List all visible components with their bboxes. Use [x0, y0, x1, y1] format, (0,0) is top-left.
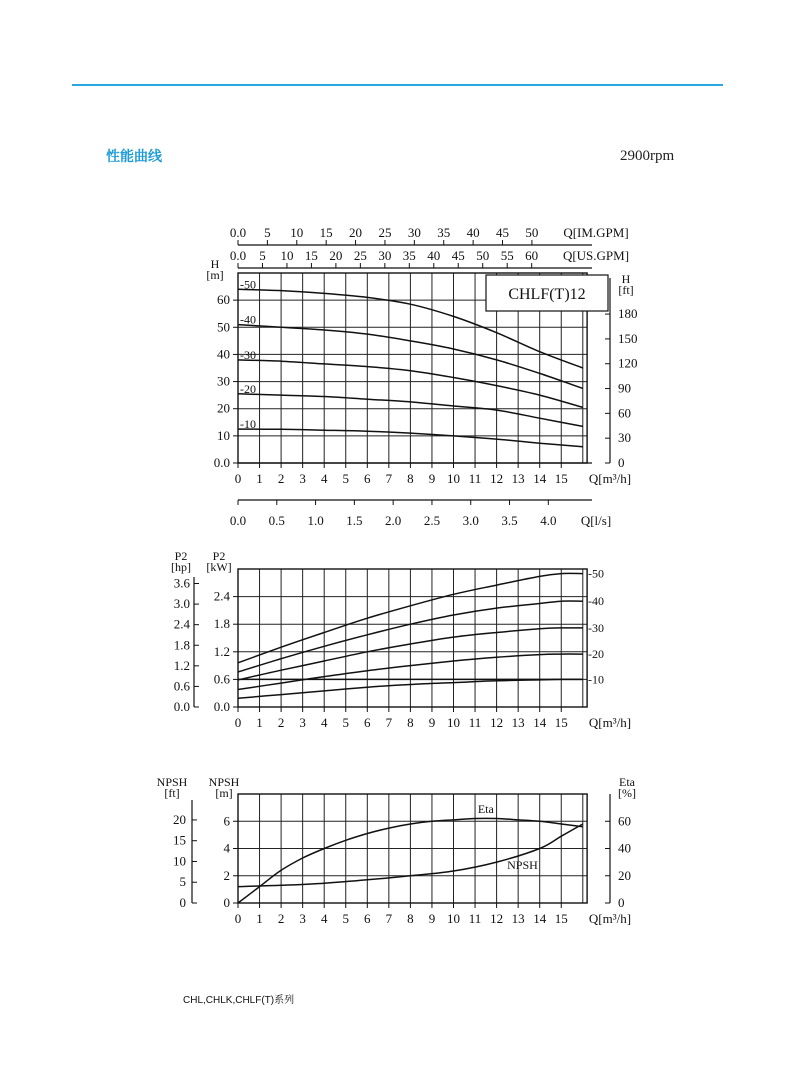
- p-bottom-tick-label: 11: [468, 715, 482, 730]
- h-left-tick-label: 10: [217, 427, 230, 443]
- p-bottom-tick-label: 10: [447, 715, 460, 730]
- h-bottom-tick-label: 4: [320, 471, 328, 486]
- us-gpm-tick-label: 0.0: [229, 248, 247, 263]
- p-kw-tick-label: 1.8: [213, 616, 230, 632]
- n-bottom-tick-label: 6: [364, 911, 371, 926]
- p-curve-label: -20: [588, 647, 604, 662]
- n-m-tick-label: 6: [223, 813, 230, 829]
- us-gpm-tick-label: 20: [329, 248, 343, 263]
- n-ft-tick-label: 5: [179, 874, 186, 890]
- h-right-axis-label-line-2: [ft]: [618, 283, 634, 297]
- h-right-tick-label: 120: [618, 355, 638, 371]
- n-m-axis-label-line-2: [m]: [215, 786, 233, 800]
- im-gpm-tick-label: 20: [349, 225, 363, 240]
- us-gpm-tick-label: 55: [500, 248, 514, 263]
- n-eta-tick-label: 20: [618, 867, 631, 883]
- h-right-tick-label: 150: [618, 330, 638, 346]
- power-flow-chart: [171, 549, 631, 730]
- p-curve-label: -40: [588, 594, 604, 609]
- model-label: CHLF(T)12: [508, 286, 586, 303]
- n-eta-axis-label-line-2: [%]: [618, 786, 636, 800]
- us-gpm-axis-label: Q[US.GPM]: [562, 248, 630, 263]
- im-gpm-tick-label: 30: [407, 225, 421, 240]
- us-gpm-tick-label: 30: [378, 248, 392, 263]
- lps-tick-label: 2.0: [385, 513, 402, 528]
- n-ft-tick-label: 15: [173, 832, 186, 848]
- h-left-tick-label: 40: [217, 346, 230, 362]
- lps-tick-label: 4.0: [540, 513, 557, 528]
- h-right-tick-label: 60: [618, 405, 631, 421]
- p-bottom-tick-label: 1: [256, 715, 263, 730]
- p-hp-axis-label-line-2: [hp]: [171, 560, 191, 574]
- lps-tick-label: 1.5: [346, 513, 363, 528]
- footer-series-name: CHL,CHLK,CHLF(T)系列: [183, 995, 295, 1006]
- us-gpm-tick-label: 35: [402, 248, 416, 263]
- p-bottom-tick-label: 0: [234, 715, 242, 730]
- h-left-tick-label: 0.0: [213, 455, 230, 470]
- h-bottom-tick-label: 13: [511, 471, 525, 486]
- lps-tick-label: 1.0: [307, 513, 324, 528]
- p-kw-tick-label: 0.6: [213, 671, 230, 687]
- h-curve-label: -10: [240, 417, 256, 432]
- eta-curve-label: Eta: [477, 802, 494, 817]
- n-bottom-tick-label: 0: [234, 911, 242, 926]
- p-bottom-tick-label: 2: [277, 715, 285, 730]
- us-gpm-tick-label: 5: [259, 248, 266, 263]
- p-hp-tick-label: 0.0: [173, 699, 190, 714]
- h-bottom-tick-label: 0: [234, 471, 242, 486]
- h-bottom-tick-label: 15: [554, 471, 568, 486]
- im-gpm-axis-label: Q[IM.GPM]: [563, 225, 629, 240]
- im-gpm-tick-label: 0.0: [229, 225, 247, 240]
- p-bottom-tick-label: 15: [554, 715, 568, 730]
- p-bottom-tick-label: 13: [511, 715, 525, 730]
- lps-tick-label: 2.5: [423, 513, 441, 528]
- n-m-axis-label-line-1: NPSH: [208, 775, 240, 789]
- im-gpm-tick-label: 45: [496, 225, 510, 240]
- n-bottom-tick-label: 10: [447, 911, 460, 926]
- h-right-tick-label: 90: [618, 380, 631, 396]
- p-bottom-tick-label: 6: [364, 715, 371, 730]
- us-gpm-tick-label: 40: [427, 248, 441, 263]
- h-left-tick-label: 30: [217, 373, 230, 389]
- h-right-tick-label: 30: [618, 430, 631, 446]
- n-ft-tick-label: 0: [179, 895, 186, 910]
- h-bottom-tick-label: 2: [277, 471, 285, 486]
- n-ft-axis-label-line-2: [ft]: [164, 786, 180, 800]
- rotation-speed: 2900rpm: [620, 148, 675, 164]
- h-left-tick-label: 60: [217, 292, 230, 308]
- p-bottom-tick-label: 12: [490, 715, 504, 730]
- p-hp-tick-label: 0.6: [173, 678, 190, 694]
- n-bottom-tick-label: 14: [533, 911, 547, 926]
- p-kw-tick-label: 2.4: [213, 588, 230, 604]
- n-bottom-tick-label: 11: [468, 911, 482, 926]
- lps-tick-label: 0.0: [229, 513, 247, 528]
- n-eta-tick-label: 40: [618, 840, 631, 856]
- h-right-tick-label: 180: [618, 306, 638, 322]
- n-bottom-tick-label: 5: [342, 911, 349, 926]
- n-bottom-tick-label: 3: [299, 911, 306, 926]
- p-kw-axis-label-line-2: [kW]: [206, 560, 232, 574]
- section-title: 性能曲线: [106, 149, 162, 165]
- h-bottom-axis-label: Q[m³/h]: [588, 471, 632, 486]
- lps-tick-label: 3.5: [501, 513, 518, 528]
- p-hp-axis-label-line-1: P2: [174, 549, 188, 563]
- im-gpm-tick-label: 10: [290, 225, 304, 240]
- us-gpm-tick-label: 60: [525, 248, 539, 263]
- head-flow-chart: [206, 225, 637, 528]
- p-curve-label: -50: [588, 566, 604, 581]
- lps-tick-label: 3.0: [462, 513, 479, 528]
- h-left-axis-label-line-2: [m]: [206, 268, 224, 282]
- h-bottom-tick-label: 5: [342, 471, 349, 486]
- h-curve-label: -20: [240, 381, 256, 396]
- im-gpm-tick-label: 15: [319, 225, 333, 240]
- n-bottom-tick-label: 8: [407, 911, 414, 926]
- us-gpm-tick-label: 50: [476, 248, 490, 263]
- h-bottom-tick-label: 3: [299, 471, 306, 486]
- us-gpm-tick-label: 15: [304, 248, 318, 263]
- n-ft-axis-label-line-1: NPSH: [156, 775, 188, 789]
- n-eta-tick-label: 0: [618, 895, 625, 910]
- h-bottom-tick-label: 9: [428, 471, 436, 486]
- p-hp-tick-label: 1.2: [173, 657, 190, 673]
- p-bottom-tick-label: 4: [320, 715, 328, 730]
- n-bottom-tick-label: 12: [490, 911, 504, 926]
- h-curve-label: -30: [240, 347, 256, 362]
- n-bottom-tick-label: 1: [256, 911, 263, 926]
- p-hp-tick-label: 3.0: [173, 596, 190, 612]
- p-kw-axis-label-line-1: P2: [212, 549, 226, 563]
- im-gpm-tick-label: 50: [525, 225, 539, 240]
- h-bottom-tick-label: 14: [533, 471, 547, 486]
- p-bottom-axis-label: Q[m³/h]: [588, 715, 632, 730]
- p-hp-tick-label: 2.4: [173, 616, 190, 632]
- n-m-tick-label: 2: [223, 867, 230, 883]
- h-left-axis-label-line-1: H: [210, 257, 220, 271]
- h-right-tick-label: 0: [618, 455, 625, 470]
- p-bottom-tick-label: 8: [407, 715, 414, 730]
- h-curve-label: -50: [240, 277, 256, 292]
- n-ft-tick-label: 10: [173, 853, 186, 869]
- us-gpm-tick-label: 45: [451, 248, 465, 263]
- h-bottom-tick-label: 10: [447, 471, 460, 486]
- h-bottom-tick-label: 6: [364, 471, 371, 486]
- im-gpm-tick-label: 5: [264, 225, 271, 240]
- n-m-tick-label: 0: [223, 895, 230, 910]
- n-bottom-tick-label: 4: [320, 911, 328, 926]
- im-gpm-tick-label: 25: [378, 225, 392, 240]
- h-bottom-tick-label: 8: [407, 471, 414, 486]
- h-right-axis-label-line-1: H: [621, 272, 631, 286]
- us-gpm-tick-label: 10: [280, 248, 294, 263]
- p-bottom-tick-label: 3: [299, 715, 306, 730]
- p-curve-label: -30: [588, 620, 604, 635]
- h-bottom-tick-label: 11: [468, 471, 482, 486]
- p-kw-tick-label: 1.2: [213, 643, 230, 659]
- n-eta-tick-label: 60: [618, 813, 631, 829]
- h-left-tick-label: 50: [217, 319, 230, 335]
- n-bottom-tick-label: 7: [385, 911, 393, 926]
- lps-axis-label: Q[l/s]: [580, 513, 612, 528]
- n-bottom-tick-label: 13: [511, 911, 525, 926]
- npsh-efficiency-chart: [157, 775, 636, 926]
- im-gpm-tick-label: 40: [466, 225, 480, 240]
- n-bottom-tick-label: 9: [428, 911, 436, 926]
- n-m-tick-label: 4: [223, 840, 230, 856]
- n-bottom-axis-label: Q[m³/h]: [588, 911, 632, 926]
- p-bottom-tick-label: 5: [342, 715, 349, 730]
- h-bottom-tick-label: 12: [490, 471, 504, 486]
- h-bottom-tick-label: 1: [256, 471, 263, 486]
- p-bottom-tick-label: 7: [385, 715, 393, 730]
- p-kw-tick-label: 0.0: [213, 699, 230, 714]
- n-bottom-tick-label: 15: [554, 911, 568, 926]
- us-gpm-tick-label: 25: [353, 248, 367, 263]
- h-bottom-tick-label: 7: [385, 471, 393, 486]
- lps-tick-label: 0.5: [268, 513, 285, 528]
- p-hp-tick-label: 3.6: [173, 575, 190, 591]
- p-curve-label: -10: [588, 672, 604, 687]
- n-ft-tick-label: 20: [173, 811, 186, 827]
- p-plot-frame: [238, 569, 587, 707]
- n-eta-axis-label-line-1: Eta: [619, 775, 635, 789]
- p-bottom-tick-label: 14: [533, 715, 547, 730]
- p-hp-tick-label: 1.8: [173, 637, 190, 653]
- n-bottom-tick-label: 2: [277, 911, 285, 926]
- p-bottom-tick-label: 9: [428, 715, 436, 730]
- im-gpm-tick-label: 35: [437, 225, 451, 240]
- h-curve-label: -40: [240, 312, 256, 327]
- h-left-tick-label: 20: [217, 400, 230, 416]
- npsh-curve-label: NPSH: [507, 857, 538, 872]
